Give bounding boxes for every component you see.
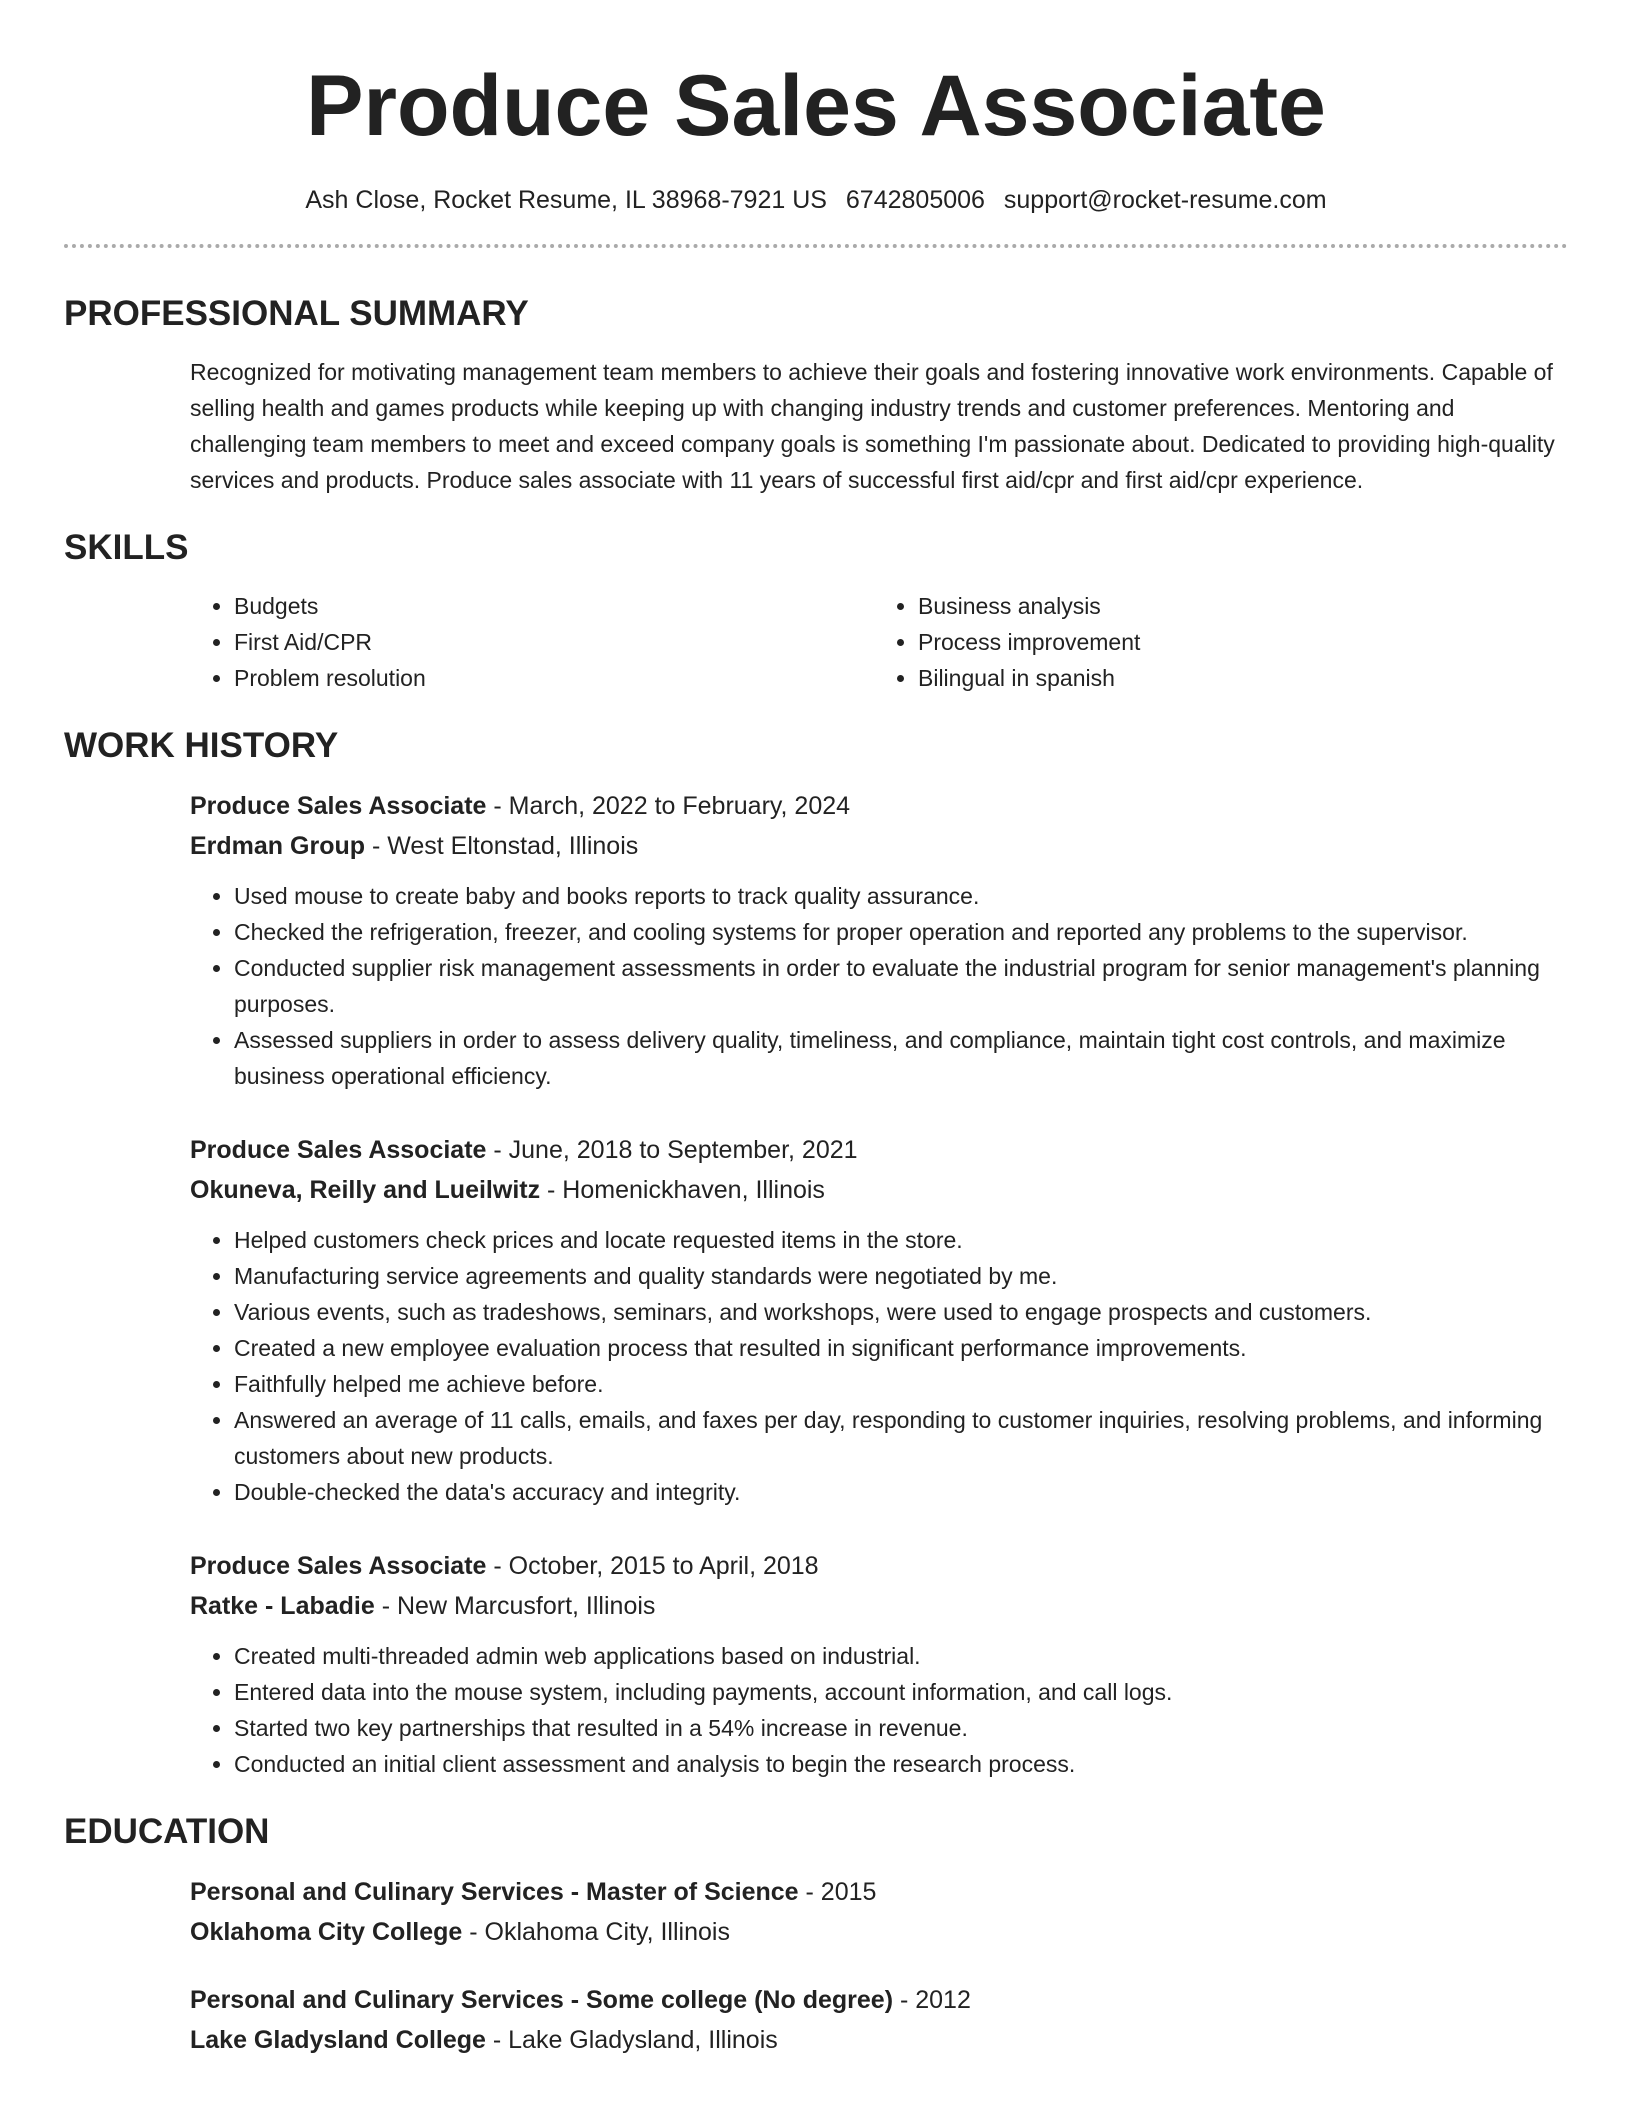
summary-text: Recognized for motivating management team members to achieve their goals and fostering innovative work environments. Capable of selling health and games products while keeping up with changing industry trends and customer preferences. Mentoring and challenging team members to meet and exceed company goals is something I'm passionate about. Dedicated to providing high-quality services and products. Produce sales associate with 11 years of successful first aid/cpr and first aid/cpr experience.: [190, 359, 1555, 493]
education-section: [64, 1810, 1568, 2060]
job-company: Ratke - Labadie: [190, 1592, 375, 1620]
contact-phone: 6742805006: [845, 186, 985, 214]
education-year: - 2012: [893, 1986, 971, 2014]
job-bullet: • Answered an average of 11 calls, emails, and faxes per day, responding to customer inquiries, resolving problems, and informing customers about new products.: [234, 1402, 1568, 1474]
job-company: Erdman Group: [190, 832, 366, 860]
job-location: - Homenickhaven, Illinois: [540, 1176, 825, 1204]
job-location: - West Eltonstad, Illinois: [365, 832, 639, 860]
skills-right-list: [874, 588, 1558, 696]
job-location: - New Marcusfort, Illinois: [374, 1592, 656, 1620]
skill-item: • Budgets: [234, 588, 874, 624]
job-entry: [190, 1130, 1568, 1510]
education-entry: [190, 1872, 1568, 1952]
education-location: - Oklahoma City, Illinois: [462, 1918, 730, 1946]
job-bullets: [190, 1222, 1568, 1510]
job-bullet: • Started two key partnerships that resulted in a 54% increase in revenue.: [234, 1710, 1568, 1746]
job-title-line: [190, 786, 1568, 826]
skill-item: • Bilingual in spanish: [918, 660, 1558, 696]
job-role: Produce Sales Associate: [190, 1136, 487, 1164]
work-history-section: [64, 724, 1568, 1782]
education-school-line: [190, 2020, 1568, 2060]
job-role: Produce Sales Associate: [190, 1552, 487, 1580]
education-degree: Personal and Culinary Services - Master of Science: [190, 1878, 799, 1906]
contact-email: support@rocket-resume.com: [1003, 186, 1327, 214]
job-dates: - June, 2018 to September, 2021: [486, 1136, 858, 1164]
job-company: Okuneva, Reilly and Lueilwitz: [190, 1176, 541, 1204]
job-entry: [190, 1546, 1568, 1782]
job-bullet: • Created a new employee evaluation process that resulted in significant performance improvements.: [234, 1330, 1568, 1366]
education-entry: [190, 1980, 1568, 2060]
candidate-name: Produce Sales Associate: [306, 58, 1326, 154]
job-bullet: • Various events, such as tradeshows, seminars, and workshops, were used to engage prospects and customers.: [234, 1294, 1568, 1330]
education-degree-line: [190, 1980, 1568, 2020]
job-bullet: • Manufacturing service agreements and quality standards were negotiated by me.: [234, 1258, 1568, 1294]
job-bullet: • Created multi-threaded admin web applications based on industrial.: [234, 1638, 1568, 1674]
job-bullet: • Entered data into the mouse system, including payments, account information, and call logs.: [234, 1674, 1568, 1710]
education-school: Oklahoma City College: [190, 1918, 463, 1946]
skill-item: • Problem resolution: [234, 660, 874, 696]
skills-left-list: [190, 588, 874, 696]
job-bullet: • Helped customers check prices and locate requested items in the store.: [234, 1222, 1568, 1258]
job-company-line: [190, 1586, 1568, 1626]
job-bullets: [190, 878, 1568, 1094]
job-bullet: • Conducted supplier risk management assessments in order to evaluate the industrial program for senior management's planning purposes.: [234, 950, 1568, 1022]
education-title: EDUCATION: [64, 1812, 270, 1851]
job-title-line: [190, 1546, 1568, 1586]
skills-title: SKILLS: [64, 528, 189, 567]
skill-item: • Process improvement: [918, 624, 1558, 660]
resume-page: [64, 0, 1568, 2060]
job-dates: - October, 2015 to April, 2018: [486, 1552, 819, 1580]
education-school-line: [190, 1912, 1568, 1952]
education-degree: Personal and Culinary Services - Some college (No degree): [190, 1986, 894, 2014]
summary-title: PROFESSIONAL SUMMARY: [64, 294, 529, 333]
skill-item: • First Aid/CPR: [234, 624, 874, 660]
work-history-title: WORK HISTORY: [64, 726, 339, 765]
summary-section: [64, 292, 1568, 498]
job-role: Produce Sales Associate: [190, 792, 487, 820]
contact-line: [64, 184, 1568, 216]
contact-address: Ash Close, Rocket Resume, IL 38968-7921 US: [305, 186, 827, 214]
education-location: - Lake Gladysland, Illinois: [485, 2026, 778, 2054]
job-company-line: [190, 826, 1568, 866]
job-bullets: [190, 1638, 1568, 1782]
skill-item: • Business analysis: [918, 588, 1558, 624]
education-degree-line: [190, 1872, 1568, 1912]
job-bullet: • Assessed suppliers in order to assess delivery quality, timeliness, and compliance, maintain tight cost controls, and maximize business operational efficiency.: [234, 1022, 1568, 1094]
job-bullet: • Used mouse to create baby and books reports to track quality assurance.: [234, 878, 1568, 914]
job-entry: [190, 786, 1568, 1094]
education-year: - 2015: [798, 1878, 877, 1906]
job-bullet: • Double-checked the data's accuracy and integrity.: [234, 1474, 1568, 1510]
job-title-line: [190, 1130, 1568, 1170]
job-dates: - March, 2022 to February, 2024: [486, 792, 851, 820]
resume-header: [64, 0, 1568, 216]
header-divider: [64, 244, 1568, 248]
job-bullet: • Conducted an initial client assessment and analysis to begin the research process.: [234, 1746, 1568, 1782]
job-bullet: • Faithfully helped me achieve before.: [234, 1366, 1568, 1402]
job-company-line: [190, 1170, 1568, 1210]
job-bullet: • Checked the refrigeration, freezer, and cooling systems for proper operation and reported any problems to the supervisor.: [234, 914, 1568, 950]
education-school: Lake Gladysland College: [190, 2026, 486, 2054]
skills-section: [64, 526, 1568, 696]
